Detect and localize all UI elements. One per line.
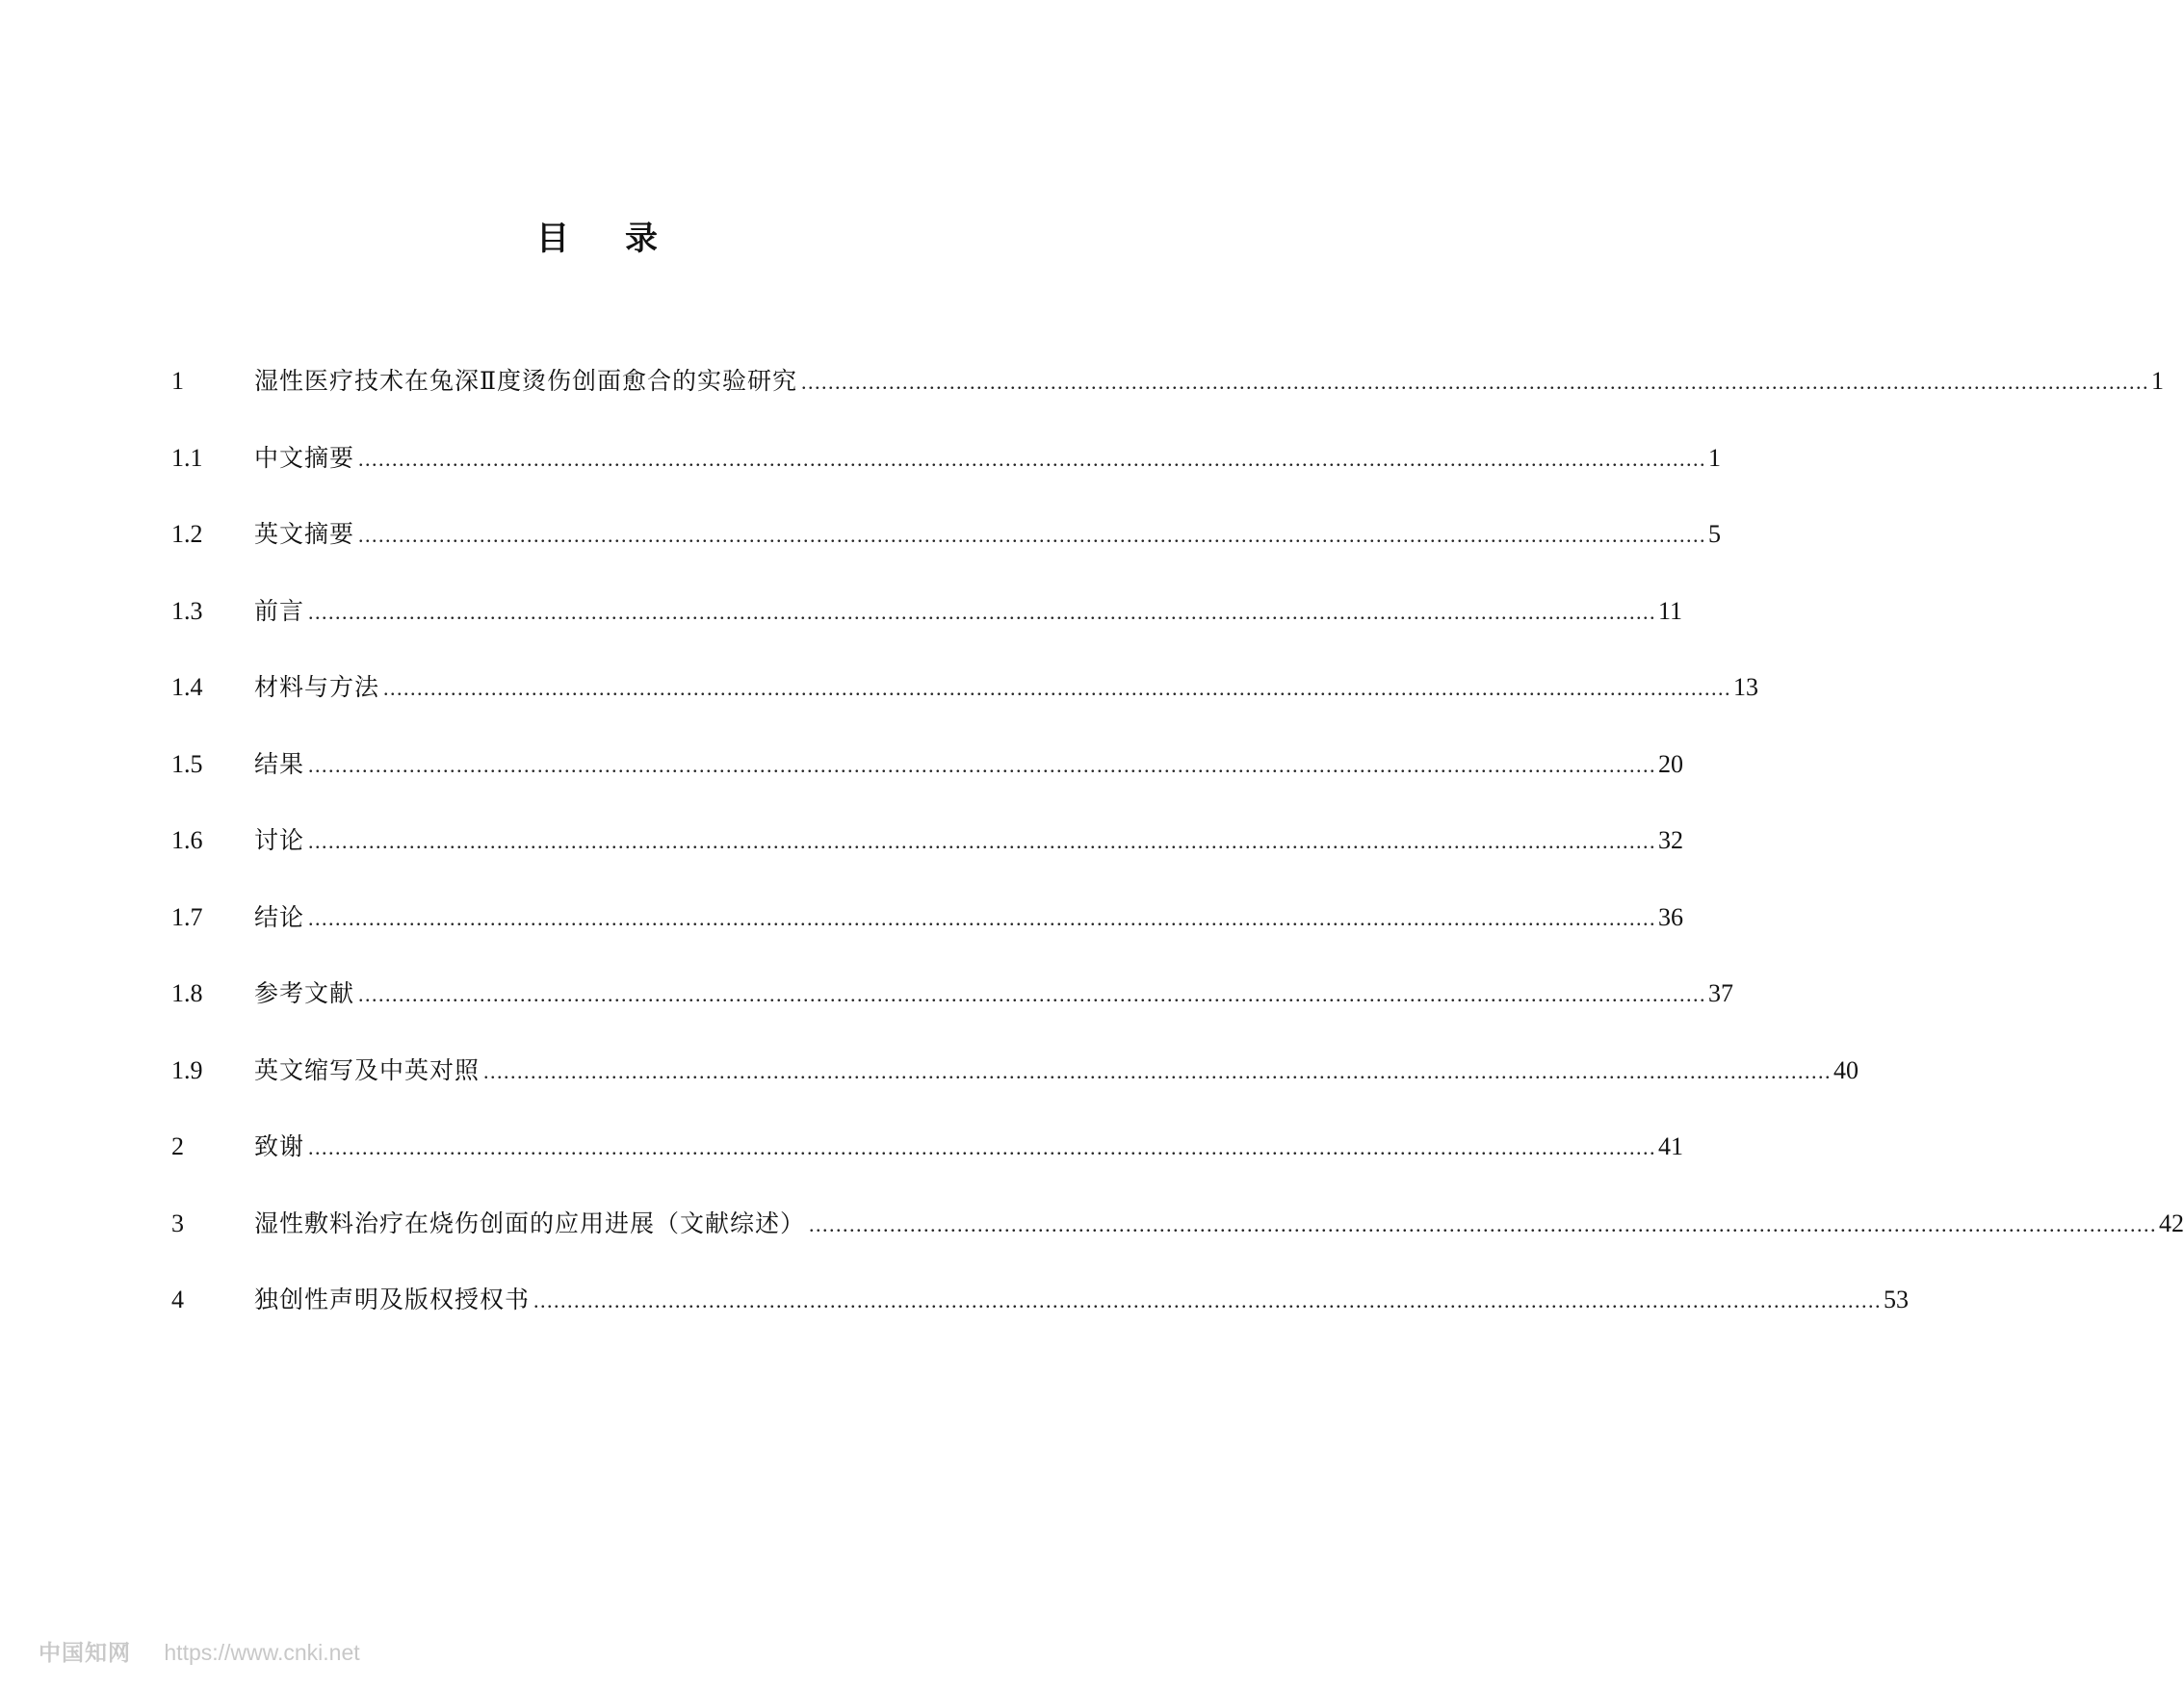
toc-entry-title: 讨论 xyxy=(254,826,305,854)
toc-entry-page: 11 xyxy=(1658,596,1683,625)
toc-entry-title: 材料与方法 xyxy=(254,673,380,701)
toc-entry-page: 53 xyxy=(1884,1286,1910,1313)
toc-leader-dots: ........................................................................................................................................................................................................ xyxy=(801,370,2149,394)
toc-entry-page: 20 xyxy=(1658,749,1684,778)
toc-leader-dots: ........................................................................................................................................................................................................ xyxy=(308,752,1657,777)
toc-entry-title: 结果 xyxy=(254,749,305,778)
toc-entry-title: 独创性声明及版权授权书 xyxy=(254,1286,531,1313)
toc-leader-dots: ........................................................................................................................................................................................................ xyxy=(308,829,1657,853)
toc-entry-title: 致谢 xyxy=(254,1132,305,1160)
toc-leader-dots: ........................................................................................................................................................................................................ xyxy=(383,676,1732,700)
toc-entry[interactable] xyxy=(171,1052,1859,1129)
toc-entry-number: 1.3 xyxy=(171,596,203,625)
toc-entry-page: 13 xyxy=(1733,673,1759,701)
watermark xyxy=(39,1635,360,1667)
toc-entry-number: 1.9 xyxy=(171,1055,203,1084)
toc-entry-page: 36 xyxy=(1658,902,1684,931)
watermark-url: https://www.cnki.net xyxy=(164,1640,360,1665)
toc-entry-page: 42 xyxy=(2159,1208,2184,1237)
toc-entry[interactable] xyxy=(171,821,1684,898)
toc-leader-dots: ........................................................................................................................................................................................................ xyxy=(358,982,1707,1006)
toc-leader-dots: ........................................................................................................................................................................................................ xyxy=(809,1211,2158,1236)
toc-entry-title: 湿性医疗技术在兔深Ⅱ度烫伤创面愈合的实验研究 xyxy=(254,367,797,395)
table-of-contents xyxy=(171,362,2184,1358)
toc-entry-page: 1 xyxy=(2151,367,2164,395)
toc-entry[interactable] xyxy=(171,362,2164,439)
toc-entry[interactable] xyxy=(171,439,1722,516)
toc-entry-page: 5 xyxy=(1708,520,1722,548)
toc-entry-page: 37 xyxy=(1708,979,1734,1007)
toc-entry[interactable] xyxy=(171,1128,1684,1205)
toc-entry[interactable] xyxy=(171,592,1683,669)
toc-entry[interactable] xyxy=(171,1205,2184,1282)
toc-leader-dots: ........................................................................................................................................................................................................ xyxy=(308,1135,1657,1159)
toc-entry[interactable] xyxy=(171,898,1684,975)
toc-entry-page: 40 xyxy=(1833,1055,1859,1084)
toc-entry-number: 1.6 xyxy=(171,826,203,854)
toc-entry-number: 2 xyxy=(171,1132,184,1160)
toc-entry-number: 1.7 xyxy=(171,902,203,931)
toc-entry[interactable] xyxy=(171,515,1722,592)
watermark-logo: 中国知网 xyxy=(39,1640,131,1665)
toc-entry-number: 1.2 xyxy=(171,520,203,548)
toc-entry-number: 1.5 xyxy=(171,749,203,778)
toc-entry-title: 英文摘要 xyxy=(254,520,355,548)
toc-entry-page: 1 xyxy=(1708,443,1722,472)
toc-entry-title: 前言 xyxy=(254,596,305,625)
toc-entry[interactable] xyxy=(171,745,1684,822)
toc-entry-title: 湿性敷料治疗在烧伤创面的应用进展（文献综述） xyxy=(254,1208,806,1237)
toc-entry-number: 1.8 xyxy=(171,979,203,1007)
toc-entry[interactable] xyxy=(171,668,1759,745)
toc-entry-number: 4 xyxy=(171,1286,184,1313)
toc-leader-dots: ........................................................................................................................................................................................................ xyxy=(308,905,1657,930)
toc-entry-page: 32 xyxy=(1658,826,1684,854)
toc-entry[interactable] xyxy=(171,1281,1910,1358)
toc-entry[interactable] xyxy=(171,974,1734,1052)
toc-leader-dots: ........................................................................................................................................................................................................ xyxy=(358,446,1707,471)
toc-entry-title: 结论 xyxy=(254,902,305,931)
toc-leader-dots: ........................................................................................................................................................................................................ xyxy=(358,523,1707,547)
toc-entry-number: 1.4 xyxy=(171,673,203,701)
toc-entry-title: 英文缩写及中英对照 xyxy=(254,1055,481,1084)
toc-leader-dots: ........................................................................................................................................................................................................ xyxy=(483,1058,1833,1083)
toc-entry-number: 1.1 xyxy=(171,443,203,472)
toc-leader-dots: ........................................................................................................................................................................................................ xyxy=(308,599,1657,624)
toc-entry-number: 3 xyxy=(171,1208,184,1237)
toc-entry-page: 41 xyxy=(1658,1132,1684,1160)
toc-leader-dots: ........................................................................................................................................................................................................ xyxy=(533,1288,1883,1312)
toc-entry-title: 参考文献 xyxy=(254,979,355,1007)
toc-entry-number: 1 xyxy=(171,367,184,395)
toc-entry-title: 中文摘要 xyxy=(254,443,355,472)
page-title: 目录 xyxy=(536,220,714,258)
